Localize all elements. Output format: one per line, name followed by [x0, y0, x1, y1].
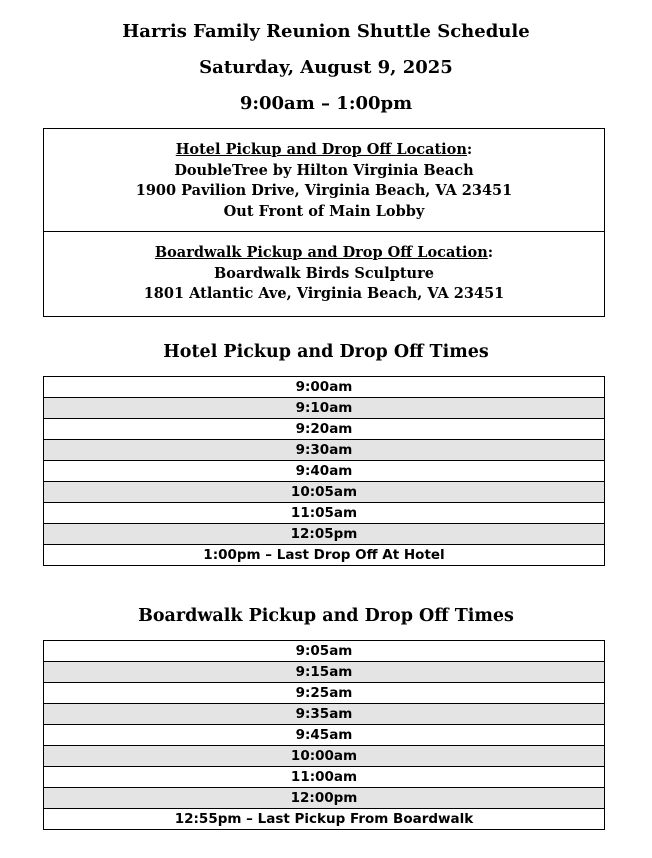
time-cell: 9:15am: [44, 662, 605, 683]
last-dropoff-cell: 1:00pm – Last Drop Off At Hotel: [44, 545, 605, 566]
table-row: [44, 545, 605, 566]
table-row: [44, 683, 605, 704]
table-row: [44, 704, 605, 725]
time-cell: 9:05am: [44, 641, 605, 662]
time-cell: 10:05am: [44, 482, 605, 503]
table-row: [44, 788, 605, 809]
time-cell: 9:35am: [44, 704, 605, 725]
time-cell: 9:10am: [44, 398, 605, 419]
hotel-location-note: Out Front of Main Lobby: [223, 202, 425, 220]
hotel-name: DoubleTree by Hilton Virginia Beach: [174, 161, 474, 179]
hotel-address: 1900 Pavilion Drive, Virginia Beach, VA 23451: [135, 182, 513, 199]
time-cell: 11:00am: [44, 767, 605, 788]
time-cell: 9:30am: [44, 440, 605, 461]
table-row: [44, 419, 605, 440]
last-pickup-cell: 12:55pm – Last Pickup From Boardwalk: [44, 809, 605, 830]
boardwalk-times-heading: Boardwalk Pickup and Drop Off Times: [138, 606, 514, 626]
table-row: [44, 461, 605, 482]
time-cell: 12:00pm: [44, 788, 605, 809]
table-row: [44, 503, 605, 524]
table-row: [44, 725, 605, 746]
boardwalk-location-heading-text: Boardwalk Pickup and Drop Off Location: [154, 244, 488, 261]
hotel-location: [44, 129, 604, 232]
schedule-title: Harris Family Reunion Shuttle Schedule: [122, 21, 530, 42]
time-cell: 11:05am: [44, 503, 605, 524]
time-cell: 9:40am: [44, 461, 605, 482]
table-row: [44, 767, 605, 788]
table-row: [44, 662, 605, 683]
boardwalk-times-table: [43, 640, 605, 830]
table-row: [44, 524, 605, 545]
boardwalk-name: Boardwalk Birds Sculpture: [214, 264, 434, 282]
table-row: [44, 398, 605, 419]
time-cell: 9:00am: [44, 377, 605, 398]
table-row: [44, 377, 605, 398]
table-row: [44, 641, 605, 662]
time-cell: 9:20am: [44, 419, 605, 440]
table-row: [44, 809, 605, 830]
table-row: [44, 440, 605, 461]
time-cell: 10:00am: [44, 746, 605, 767]
schedule-date: Saturday, August 9, 2025: [199, 57, 453, 78]
hotel-location-heading-text: Hotel Pickup and Drop Off Location: [175, 141, 467, 158]
boardwalk-location-heading: Boardwalk Pickup and Drop Off Location:: [154, 244, 494, 261]
hotel-times-table: [43, 376, 605, 566]
table-row: [44, 482, 605, 503]
time-cell: 12:05pm: [44, 524, 605, 545]
boardwalk-location: [44, 232, 604, 316]
schedule-time-range: 9:00am – 1:00pm: [239, 93, 413, 114]
time-cell: 9:45am: [44, 725, 605, 746]
locations-box: [43, 128, 605, 317]
table-row: [44, 746, 605, 767]
boardwalk-address: 1801 Atlantic Ave, Virginia Beach, VA 23451: [143, 285, 505, 302]
hotel-location-heading: Hotel Pickup and Drop Off Location:: [175, 141, 473, 158]
hotel-times-heading: Hotel Pickup and Drop Off Times: [163, 342, 489, 362]
time-cell: 9:25am: [44, 683, 605, 704]
